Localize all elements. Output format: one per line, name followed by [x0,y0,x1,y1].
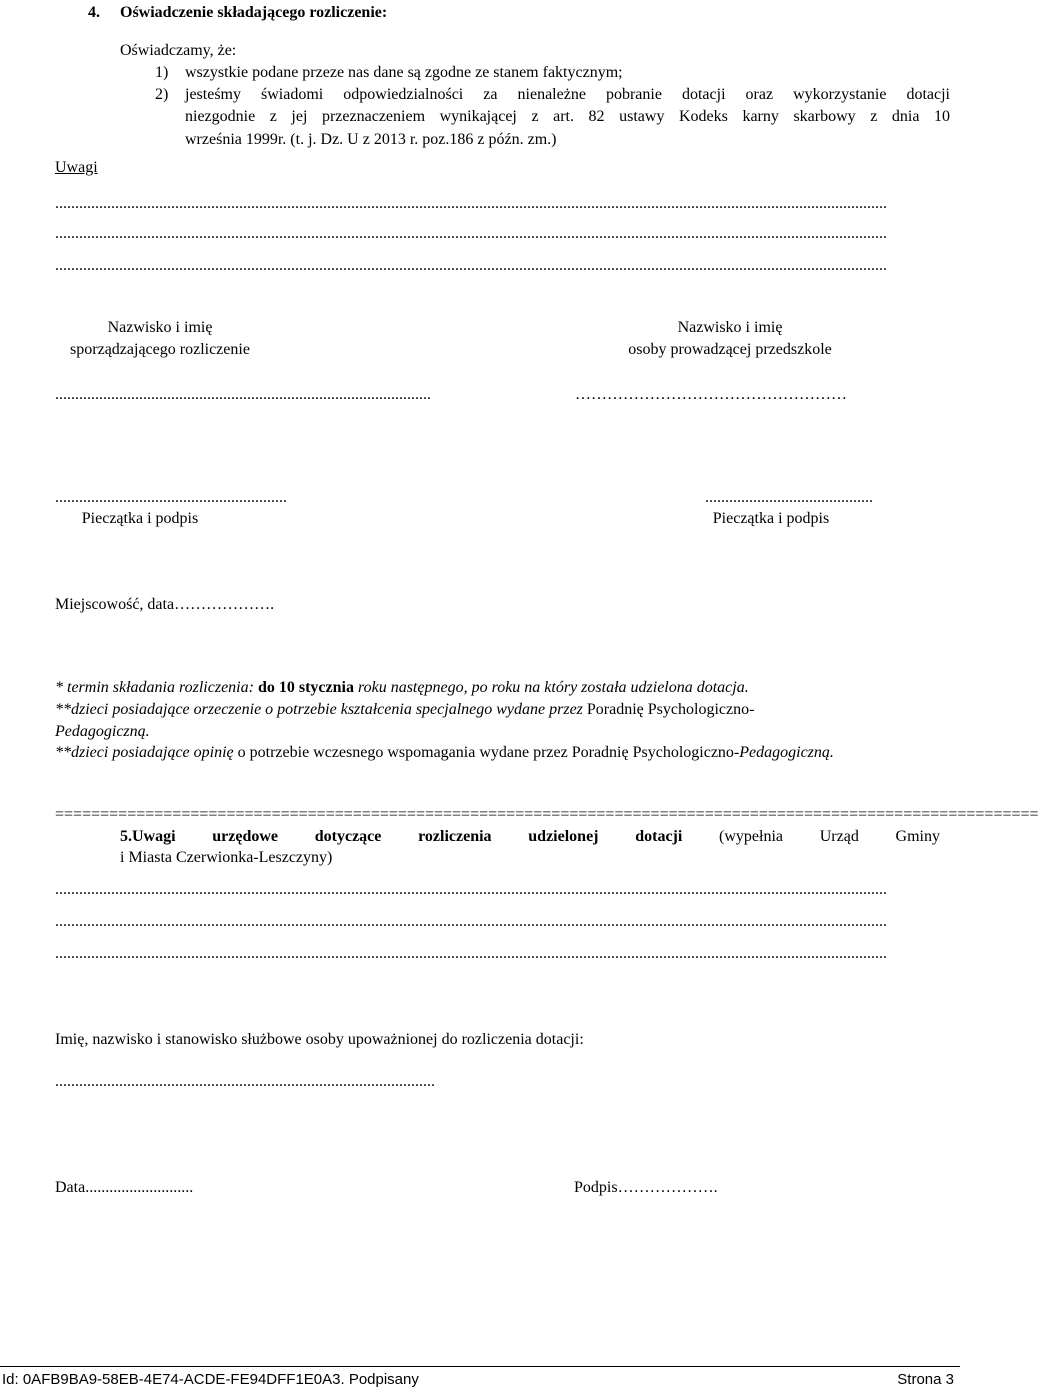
signature-field[interactable]: Podpis………………. [574,1179,718,1196]
section-5-title-rest: (wypełnia Urząd Gminy [682,828,940,845]
official-remarks-line-1[interactable]: ................................................................................................................................................................................................................ [55,881,887,898]
declaration-intro: Oświadczamy, że: [120,42,237,59]
footnote-deadline-date: do 10 stycznia [257,679,354,696]
operator-name-label-1: Nazwisko i imię [677,319,783,336]
section-4-number: 4. [88,4,100,21]
remarks-label: Uwagi [55,159,98,176]
operator-name-field[interactable]: …………………………………………… [575,386,847,403]
list-item-2-line-2: niezgodnie z jej przeznaczeniem wynikającej z art. 82 ustawy Kodeks karny skarbowy z dnia 10 [185,108,950,125]
preparer-name-label-1: Nazwisko i imię [107,319,213,336]
section-separator: ============================================================================================================= [55,806,1039,823]
preparer-name-field[interactable]: .............................................................................................. [55,386,431,403]
section-5-title [120,826,940,848]
official-remarks-line-3[interactable]: ................................................................................................................................................................................................................ [55,945,887,962]
remarks-line-3[interactable]: ................................................................................................................................................................................................................ [55,257,887,274]
authorized-person-label: Imię, nazwisko i stanowisko służbowe osoby upoważnionej do rozliczenia dotacji: [55,1031,584,1048]
preparer-stamp-field[interactable]: .......................................................... [55,489,287,506]
footnote-deadline-text-c: roku następnego, po roku na który została udzielona dotacja. [353,679,749,696]
operator-stamp-label: Pieczątka i podpis [712,510,830,527]
list-item-2-line-1: jesteśmy świadomi odpowiedzialności za nienależne pobranie dotacji oraz wykorzystanie dotacji [185,86,950,103]
list-item-1-text: wszystkie podane przeze nas dane są zgodne ze stanem faktycznym; [185,64,623,81]
operator-name-label-2: osoby prowadzącej przedszkole [628,341,832,358]
footnote-early-support-text-a: **dzieci posiadające opinię [55,744,234,761]
footnote-early-support-text-c: Pedagogiczną. [739,744,834,761]
list-item-2-number: 2) [155,86,169,103]
official-remarks-line-2[interactable]: ................................................................................................................................................................................................................ [55,913,887,930]
footnote-deadline-text-a: * termin składania rozliczenia: [55,679,258,696]
footnote-special-education-text-b: Poradnię Psychologiczno- [586,701,755,718]
footer-page-number: Strona 3 [897,1371,954,1388]
footnote-deadline [55,677,749,699]
operator-stamp-field[interactable]: .......................................... [705,489,873,506]
preparer-stamp-label: Pieczątka i podpis [81,510,199,527]
preparer-name-label-2: sporządzającego rozliczenie [70,341,250,358]
section-5-title-bold: 5.Uwagi urzędowe dotyczące rozliczenia udzielonej dotacji [120,828,683,845]
date-field[interactable]: Data........................... [55,1179,194,1196]
footnote-early-support-text-b: o potrzebie wczesnego wspomagania wydane przez Poradnię Psychologiczno- [233,744,740,761]
remarks-line-1[interactable]: ................................................................................................................................................................................................................ [55,195,887,212]
place-date-field[interactable]: Miejscowość, data………………. [55,596,275,613]
footnote-special-education [55,699,754,721]
footer-document-id: Id: 0AFB9BA9-58EB-4E74-ACDE-FE94DFF1E0A3. Podpisany [2,1371,419,1388]
list-item-2-line-3: września 1999r. (t. j. Dz. U z 2013 r. poz.186 z późn. zm.) [185,131,557,148]
footnote-early-support [55,742,834,764]
footnote-special-education-text-a: **dzieci posiadające orzeczenie o potrzebie kształcenia specjalnego wydane przez [55,701,587,718]
footnote-special-education-cont: Pedagogiczną. [55,723,150,740]
remarks-line-2[interactable]: ................................................................................................................................................................................................................ [55,225,887,242]
section-5-title-line-2: i Miasta Czerwionka-Leszczyny) [120,849,333,866]
list-item-1-number: 1) [155,64,169,81]
footer-rule [0,1366,960,1367]
section-4-title: Oświadczenie składającego rozliczenie: [120,4,388,21]
authorized-person-field[interactable]: ............................................................................................... [55,1073,435,1090]
